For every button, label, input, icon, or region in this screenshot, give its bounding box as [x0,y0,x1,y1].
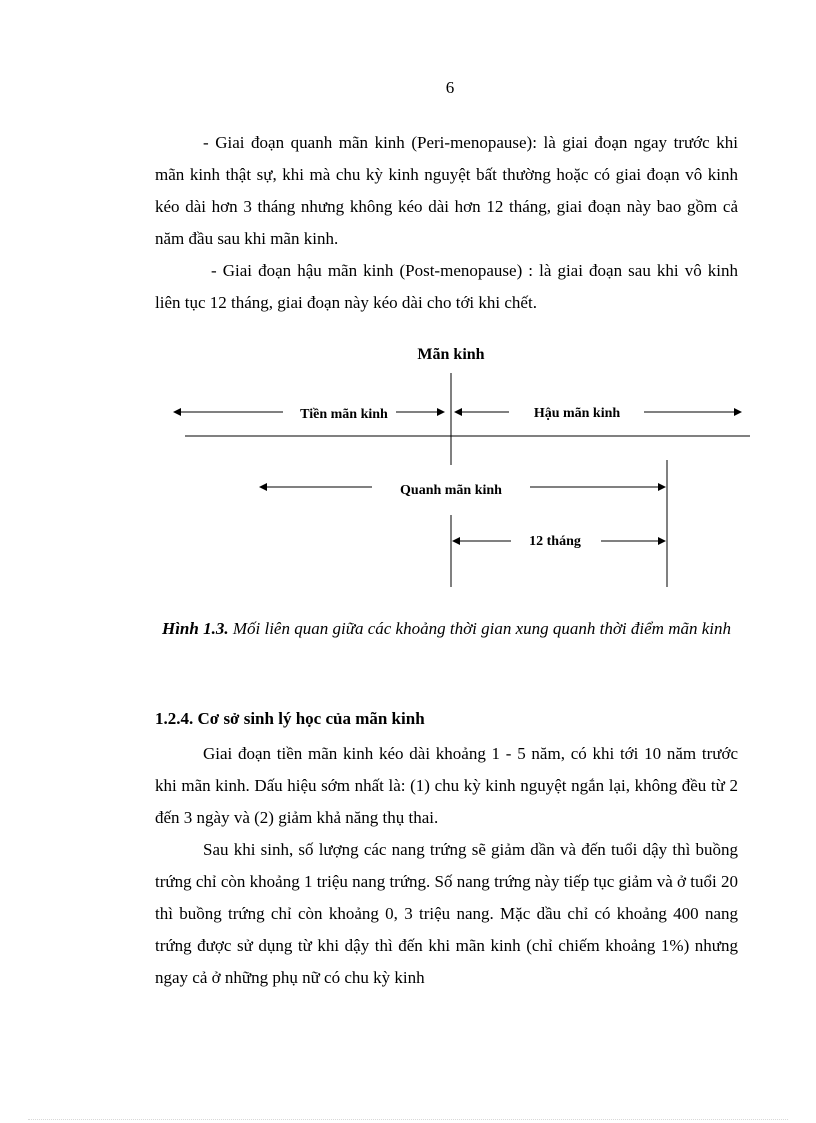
page-bottom-border [28,1119,788,1120]
diagram-title: Mãn kinh [417,346,485,363]
intro-paragraphs [155,127,738,319]
section-heading: 1.2.4. Cơ sở sinh lý học của mãn kinh [155,709,425,728]
paragraph-follicle-count: Sau khi sinh, số lượng các nang trứng sẽ giảm dần và đến tuổi dậy thì buồng trứng chỉ còn khoảng 1 triệu nang trứng. Số nang trứng này tiếp tục giảm và ở tuổi 20 thì buồng trứng chỉ còn khoảng 0, 3 triệu nang. Mặc dầu chỉ có khoảng 400 nang trứng được sử dụng từ khi dậy thì đến khi mãn kinh (chỉ chiếm khoảng 1%) nhưng ngay cả ở những phụ nữ có chu kỳ kinh [155,840,738,987]
figure-caption-label: Hình 1.3. [161,619,229,638]
twelve-months-label: 12 tháng [529,534,581,549]
post-menopause-label: Hậu mãn kinh [533,406,621,421]
figure-caption [155,614,738,644]
menopause-timeline-diagram [0,335,816,595]
body-paragraphs [155,738,738,994]
page-number: 6 [445,78,455,97]
paragraph-post-menopause: - Giai đoạn hậu mãn kinh (Post-menopause) : là giai đoạn sau khi vô kinh liên tục 12 tháng, giai đoạn này kéo dài cho tới khi chết. [155,261,738,312]
paragraph-peri-menopause: - Giai đoạn quanh mãn kinh (Peri-menopause): là giai đoạn ngay trước khi mãn kinh thật sự, khi mà chu kỳ kinh nguyệt bất thường hoặc có giai đoạn vô kinh kéo dài hơn 3 tháng nhưng không kéo dài hơn 12 tháng, giai đoạn này bao gồm cả năm đầu sau khi mãn kinh. [155,133,738,248]
peri-menopause-label: Quanh mãn kinh [400,483,502,498]
pre-menopause-label: Tiền mãn kinh [300,407,388,422]
figure-caption-text: Mối liên quan giữa các khoảng thời gian xung quanh thời điểm mãn kinh [228,619,731,638]
paragraph-pre-menopause-duration: Giai đoạn tiền mãn kinh kéo dài khoảng 1 - 5 năm, có khi tới 10 năm trước khi mãn kinh. Dấu hiệu sớm nhất là: (1) chu kỳ kinh nguyệt ngắn lại, không đều từ 2 đến 3 ngày và (2) giảm khả năng thụ thai. [155,744,738,827]
